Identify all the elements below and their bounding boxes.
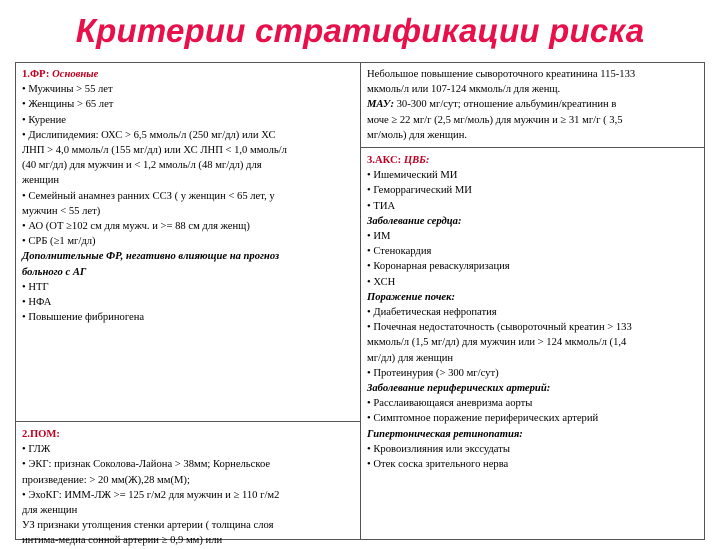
list-item: • ГЛЖ (22, 444, 51, 456)
associated-conditions-heading (367, 153, 698, 168)
list-item: • ЭхоКГ: ИММ-ЛЖ >= 125 г/м2 для мужчин и ≥ 110 г/м2 (22, 489, 280, 501)
list-item: • Курение (22, 114, 66, 126)
risk-criteria-table (15, 62, 705, 547)
list-item: • СРБ (≥1 мг/дл) (22, 236, 96, 248)
list-item: мужчин < 55 лет) (22, 205, 101, 217)
list-item: • ХСН (367, 276, 396, 288)
list-item: • Диабетическая нефропатия (367, 307, 497, 319)
risk-factors-heading-number: 1.ФР: (22, 69, 50, 80)
list-item: • ТИА (367, 200, 396, 212)
risk-factors-heading-label: Основные (49, 69, 99, 80)
target-organ-damage-heading: 2.ПОМ: (22, 429, 60, 440)
list-item: • Мужчины > 55 лет (22, 84, 113, 96)
list-item: УЗ признаки утолщения стенки артерии ( толщина слоя (22, 520, 274, 532)
list-item: • Повышение фибриногена (22, 312, 145, 324)
associated-conditions-heading-label: ЦВБ: (401, 155, 430, 166)
list-item: • Протеинурия (> 300 мг/сут) (367, 367, 499, 379)
renal-markers-cell (361, 63, 704, 147)
risk-factors-heading (22, 67, 354, 82)
list-item: • Женщины > 65 лет (22, 99, 114, 111)
list-item: • Геморрагический МИ (367, 185, 472, 197)
list-item: произведение: > 20 мм(Ж),28 мм(М); (22, 474, 190, 486)
mau-label: МАУ: (367, 99, 394, 111)
list-item: • Отек соска зрительного нерва (367, 459, 509, 471)
page-title: Критерии стратификации риска (75, 12, 645, 49)
list-item: мг/дл) для женщин (367, 352, 454, 364)
right-row-divider (360, 147, 704, 148)
list-item: • Расслаивающаяся аневризма аорты (367, 398, 533, 410)
mau-text: 30-300 мг/сут; отношение альбумин/креатинин в (393, 99, 617, 111)
list-item: • Коронарная реваскуляризация (367, 261, 510, 273)
list-item: • Ишемический МИ (367, 170, 458, 182)
risk-factors-cell (16, 63, 360, 421)
associated-conditions-heading-number: 3.АКС: (367, 155, 402, 166)
left-row-divider (16, 421, 360, 422)
list-item: ЛНП > 4,0 ммоль/л (155 мг/дл) или ХС ЛНП < 1,0 ммоль/л (22, 145, 287, 157)
list-item: • Семейный анамнез ранних ССЗ ( у женщин < 65 лет, у (22, 190, 275, 202)
list-item: • ИМ (367, 231, 391, 243)
list-item: Небольшое повышение сывороточного креатинина 115-133 (367, 69, 636, 80)
list-item: для женщин (22, 505, 78, 517)
list-item: • НФА (22, 297, 52, 309)
target-organ-damage-cell (16, 423, 360, 547)
peripheral-artery-subheading: Заболевание периферических артерий: (367, 383, 551, 395)
list-item: • НТГ (22, 281, 49, 293)
mau-line (367, 97, 698, 112)
kidney-disease-subheading: Поражение почек: (367, 291, 455, 303)
list-item: (40 мг/дл) для мужчин и < 1,2 ммоль/л (48 мг/дл) для (22, 160, 262, 172)
extra-risk-factors-heading-cont: больного с АГ (22, 266, 87, 278)
list-item: мкмоль/л (1,5 мг/дл) для мужчин или > 124 мкмоль/л (1,4 (367, 337, 627, 349)
list-item: женщин (22, 175, 60, 187)
list-item: • Дислипидемия: ОХС > 6,5 ммоль/л (250 мг/дл) или ХС (22, 129, 276, 141)
retinopathy-subheading: Гипертоническая ретинопатия: (367, 428, 523, 440)
list-item: мг/моль) для женщин. (367, 129, 468, 141)
list-item: • ЭКГ: признак Соколова-Лайона > 38мм; Корнельское (22, 459, 271, 471)
list-item: • АО (ОТ ≥102 см для мужч. и >= 88 см для женщ) (22, 221, 250, 233)
list-item: • Почечная недостаточность (сывороточный креатин > 133 (367, 322, 632, 334)
associated-conditions-cell (361, 149, 704, 539)
list-item: интима-медиа сонной артерии ≥ 0,9 мм) или (22, 535, 223, 547)
list-item: • Симптомное поражение периферических артерий (367, 413, 599, 425)
list-item: • Стенокардия (367, 246, 432, 258)
list-item: • Кровоизлияния или экссудаты (367, 443, 510, 455)
list-item: мкмоль/л или 107-124 мкмоль/л для женщ. (367, 84, 561, 96)
extra-risk-factors-heading: Дополнительные ФР, негативно влияющие на прогноз (22, 251, 280, 263)
heart-disease-subheading: Заболевание сердца: (367, 215, 462, 227)
list-item: моче ≥ 22 мг/г (2,5 мг/моль) для мужчин и ≥ 31 мг/г ( 3,5 (367, 114, 623, 126)
